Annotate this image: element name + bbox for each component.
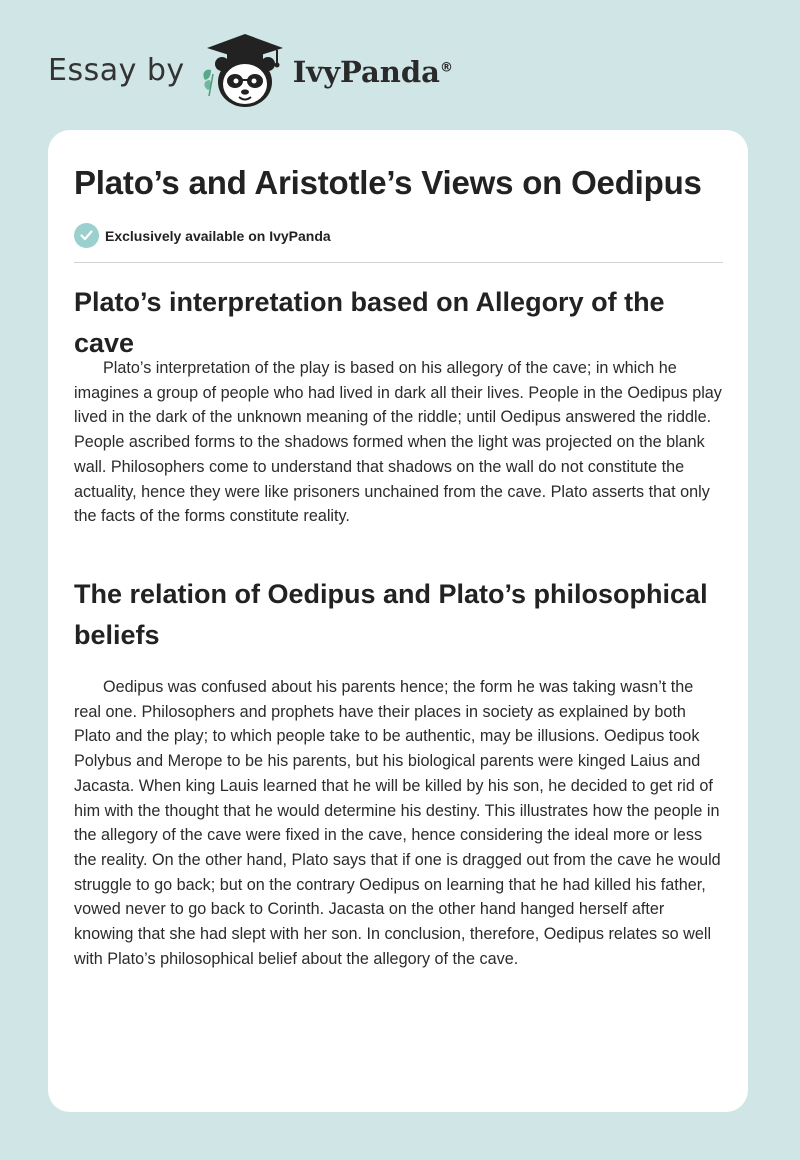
panda-logo-icon [199,30,289,110]
ivypanda-logo-link[interactable] [199,30,453,110]
title-divider [74,262,723,263]
brand-name [293,55,453,89]
essay-title: Plato’s and Aristotle’s Views on Oedipus [74,164,702,201]
site-header [48,30,453,110]
section-heading: Plato’s interpretation based on Allegory of the cave [74,287,665,358]
exclusive-badge-text: Exclusively available on IvyPanda [105,227,331,244]
essay-card [48,130,748,1112]
registered-mark: ® [439,60,453,76]
section-heading: The relation of Oedipus and Plato’s philosophical beliefs [74,579,708,650]
exclusive-badge [74,223,331,248]
essay-by-label: Essay by [48,52,185,88]
section-paragraph: Plato’s interpretation of the play is based on his allegory of the cave; in which he imagines a group of people who had lived in dark all their lives. People in the Oedipus play lived in the dark of the unknown meaning of the riddle; until Oedipus answered the riddle. People ascribed forms to the shadows formed when the light was projected on the blank wall. Philosophers come to understand that shadows on the wall do not constitute the actuality, hence they were like prisoners unchained from the cave. Plato asserts that only the facts of the forms constitute reality. [74,359,722,526]
section-paragraph: Oedipus was confused about his parents hence; the form he was taking wasn’t the real one. Philosophers and prophets have their places in society as explained by both Plato and the play; to which people take to be authentic, may be illusions. Oedipus took Polybus and Merope to be his parents, but his biological parents were kinged Laius and Jacasta. When king Lauis learned that he will be killed by his son, he decided to get rid of him with the thought that he would determine his destiny. This illustrates how the people in the allegory of the cave were fixed in the cave, hence considering the ideal more or less the reality. On the other hand, Plato says that if one is dragged out from the cave he would struggle to go back; but on the contrary Oedipus on learning that he had killed his father, vowed never to go back to Corinth. Jacasta on the other hand hanged herself after knowing that she had slept with her son. In conclusion, therefore, Oedipus relates so well with Plato’s philosophical belief about the allegory of the cave. [74,678,721,968]
check-icon [74,223,99,248]
brand-text: IvyPanda [292,55,440,89]
